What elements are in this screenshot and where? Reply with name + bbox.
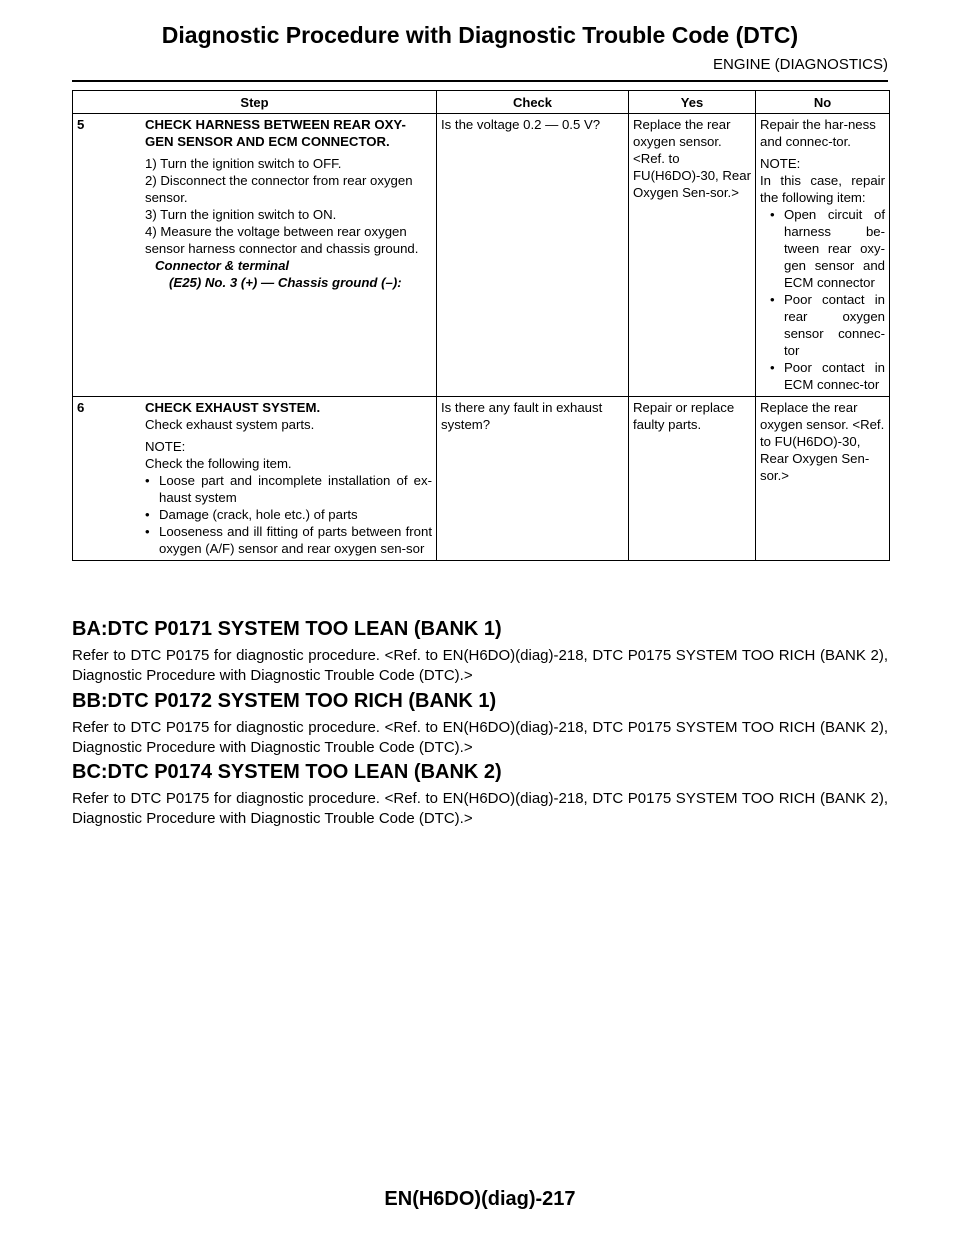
- note-text: Check the following item.: [145, 456, 292, 471]
- page-title: Diagnostic Procedure with Diagnostic Trouble Code (DTC): [161, 22, 799, 48]
- section-heading: BA:DTC P0171 SYSTEM TOO LEAN (BANK 1): [72, 618, 502, 640]
- note-label: NOTE:: [145, 439, 186, 454]
- table-row: [73, 114, 890, 397]
- page-number: EN(H6DO)(diag)-217: [384, 1188, 576, 1210]
- section-body: Refer to DTC P0175 for diagnostic procedure. <Ref. to EN(H6DO)(diag)-218, DTC P0175 SYSTEM TOO RICH (BANK 2), Diagnostic Procedure with Diagnostic Trouble Code (DTC).>: [72, 719, 888, 756]
- no-cell: Replace the rear oxygen sensor. <Ref. to FU(H6DO)-30, Rear Oxygen Sen-sor.>: [756, 397, 890, 561]
- check-cell: Is there any fault in exhaust system?: [437, 397, 629, 561]
- column-header-check: Check: [437, 91, 629, 114]
- list-item: • Loose part and incomplete installation of ex-haust system: [145, 473, 432, 505]
- bullet-icon: •: [145, 473, 150, 488]
- list-item: • Damage (crack, hole etc.) of parts: [145, 507, 358, 522]
- column-header-no: No: [756, 91, 890, 114]
- yes-cell: Replace the rear oxygen sensor. <Ref. to FU(H6DO)-30, Rear Oxygen Sen-sor.>: [629, 114, 756, 397]
- section-body: Refer to DTC P0175 for diagnostic procedure. <Ref. to EN(H6DO)(diag)-218, DTC P0175 SYSTEM TOO RICH (BANK 2), Diagnostic Procedure with Diagnostic Trouble Code (DTC).>: [72, 647, 888, 684]
- check-cell: Is the voltage 0.2 — 0.5 V?: [437, 114, 629, 397]
- bullet-icon: •: [770, 292, 775, 307]
- step-cell: [73, 397, 437, 561]
- step-cell: [73, 114, 437, 397]
- header-rule: [72, 80, 888, 82]
- note-text: In this case, repair the following item:: [760, 173, 885, 205]
- no-text: Repair the har-ness and connec-tor.: [760, 117, 876, 149]
- table-row: [73, 397, 890, 561]
- step-line: 1) Turn the ignition switch to OFF.: [145, 156, 342, 171]
- bullet-icon: •: [145, 507, 150, 522]
- list-item: • Open circuit of harness be-tween rear oxy-gen sensor and ECM connector: [770, 207, 885, 290]
- section-heading: BB:DTC P0172 SYSTEM TOO RICH (BANK 1): [72, 690, 497, 712]
- diagnostic-table: [72, 90, 890, 561]
- note-label: NOTE:: [760, 156, 801, 171]
- no-cell: [756, 114, 890, 397]
- yes-cell: Repair or replace faulty parts.: [629, 397, 756, 561]
- list-item: • Poor contact in rear oxygen sensor connec-tor: [770, 292, 885, 358]
- bullet-icon: •: [770, 207, 775, 222]
- page-subtitle: ENGINE (DIAGNOSTICS): [712, 56, 888, 73]
- step-title: CHECK HARNESS BETWEEN REAR OXY-GEN SENSOR AND ECM CONNECTOR.: [145, 117, 406, 149]
- bullet-icon: •: [770, 360, 775, 375]
- section-body: Refer to DTC P0175 for diagnostic procedure. <Ref. to EN(H6DO)(diag)-218, DTC P0175 SYSTEM TOO RICH (BANK 2), Diagnostic Procedure with Diagnostic Trouble Code (DTC).>: [72, 790, 888, 827]
- step-line: 4) Measure the voltage between rear oxygen sensor harness connector and chassis ground.: [145, 224, 419, 256]
- step-title: CHECK EXHAUST SYSTEM.: [145, 400, 321, 415]
- step-number: 5: [77, 117, 85, 132]
- column-header-step: Step: [73, 91, 437, 114]
- step-line: Check exhaust system parts.: [145, 417, 315, 432]
- step-line: 2) Disconnect the connector from rear oxygen sensor.: [145, 173, 413, 205]
- bullet-icon: •: [145, 524, 150, 539]
- step-line: 3) Turn the ignition switch to ON.: [145, 207, 337, 222]
- table-header-row: [73, 91, 890, 114]
- step-number: 6: [77, 400, 85, 415]
- section-heading: BC:DTC P0174 SYSTEM TOO LEAN (BANK 2): [72, 761, 502, 783]
- list-item: • Looseness and ill fitting of parts between front oxygen (A/F) sensor and rear oxygen sen-sor: [145, 524, 432, 556]
- connector-value: (E25) No. 3 (+) — Chassis ground (–):: [169, 275, 402, 290]
- connector-label: Connector & terminal: [155, 258, 290, 273]
- column-header-yes: Yes: [629, 91, 756, 114]
- list-item: • Poor contact in ECM connec-tor: [770, 360, 885, 392]
